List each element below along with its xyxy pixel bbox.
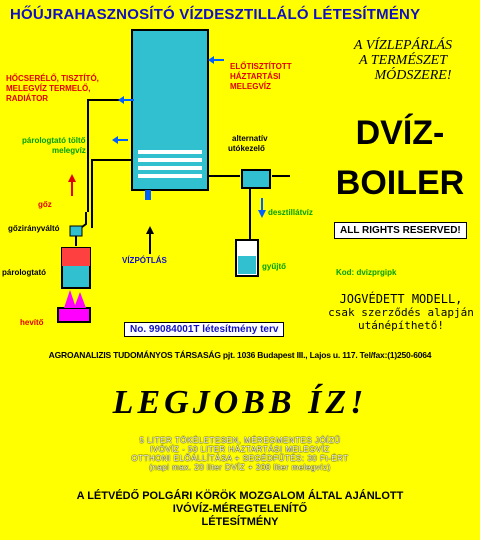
- label-prefiltered: ELŐTISZTÍTOTT HÁZTARTÁSI MELEGVÍZ: [230, 62, 292, 91]
- in-arrow-hot: [118, 96, 124, 104]
- heater: [58, 308, 90, 322]
- slogan: A VÍZLEPÁRLÁS A TERMÉSZET MÓDSZERE!: [353, 38, 453, 83]
- label-distillate: desztillátvíz: [268, 208, 313, 217]
- label-heat-exchanger: HŐCSERÉLŐ, TISZTÍTÓ, MELEGVÍZ TERMELŐ, RADIÁTOR: [6, 74, 99, 103]
- label-evaporator-fill: párologtató töltő melegvíz: [22, 136, 86, 155]
- product-code: Kod: dvizprgipk: [336, 268, 397, 277]
- boiler-coil: [138, 150, 202, 154]
- page-title: HŐÚJRAHASZNOSÍTÓ VÍZDESZTILLÁLÓ LÉTESÍTMÉNY: [10, 6, 421, 23]
- label-alt-cooler: alternatív utókezelő: [228, 134, 268, 153]
- label-steam: gőz: [38, 200, 52, 209]
- boiler-outlet: [145, 190, 151, 200]
- footer-recommendation: A LÉTVÉDŐ POLGÁRI KÖRÖK MOZGALOM ÁLTAL AJÁNLOTT IVÓVÍZ-MÉREGTELENÍTŐ LÉTESÍTMÉNY: [76, 490, 404, 528]
- offer-text: 5 LITER TÖKÉLETESEN, MÉREGMENTES JÓÍZŰ IVÓVÍZ - 50 LITER HÁZTARTÁSI MELEGVÍZ OTTHONI ELŐÁLLÍTÁSA + SEGÉDFŰTÉS: 30 Ft-ÉRT (napi max. 20 liter DVÍZ + 200 liter melegvíz): [131, 436, 349, 472]
- steam-valve: [70, 226, 82, 236]
- rights-badge: ALL RIGHTS RESERVED!: [334, 222, 467, 239]
- label-refill: VÍZPÓTLÁS: [122, 256, 167, 265]
- evaporator-top: [62, 248, 90, 266]
- best-taste-heading: LEGJOBB ÍZ!: [112, 384, 368, 421]
- company-line: AGROANALIZIS TUDOMÁNYOS TÁRSASÁG pjt. 1036 Budapest III., Lajos u. 117. Tel/fax:(1)250-6064: [48, 350, 432, 360]
- alt-cooler-box: [242, 170, 270, 188]
- distillate-arrow: [258, 210, 266, 218]
- label-steam-valve: gőzirányváltó: [8, 224, 60, 233]
- plan-id-badge: No. 99084001T létesítmény terv: [124, 322, 284, 337]
- hot-pipe: [88, 100, 132, 212]
- protected-notice: JOGVÉDETT MODELL, csak szerződés alapján utánépíthető!: [328, 292, 474, 332]
- refill-arrow: [146, 226, 154, 234]
- label-evaporator: párologtató: [2, 268, 46, 277]
- collector-water: [238, 256, 256, 274]
- brand-name: DVÍZ- BOILER: [335, 114, 465, 202]
- fill-pipe: [92, 160, 132, 228]
- label-collector: gyűjtő: [262, 262, 286, 271]
- steam-arrow: [68, 174, 76, 182]
- fill-arrow: [112, 136, 118, 144]
- label-heater: hevítő: [20, 318, 44, 327]
